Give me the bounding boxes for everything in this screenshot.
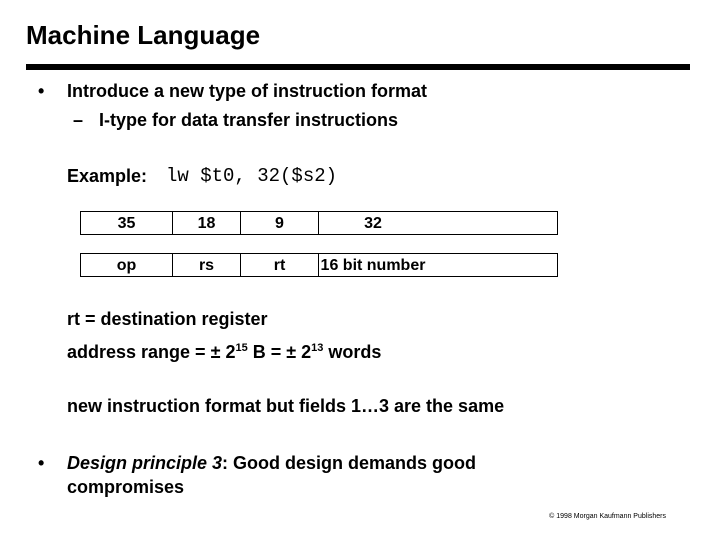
bullet-introduce: Introduce a new type of instruction format	[67, 81, 428, 101]
bullet-design-principle	[67, 452, 476, 474]
design-principle-continued: compromises	[67, 477, 185, 497]
design-principle-label: Design principle 3	[67, 453, 223, 473]
field-value-rs: 18	[197, 215, 216, 232]
example-label: Example:	[67, 166, 148, 186]
address-range	[67, 337, 381, 363]
field-name-imm: 16 bit number	[320, 257, 426, 274]
field-name-rt: rt	[273, 257, 286, 274]
fields-same-note: new instruction format but fields 1…3 are the same	[67, 396, 505, 416]
range-suffix: words	[323, 342, 382, 362]
field-name-op: op	[116, 257, 137, 274]
bullet-marker: •	[38, 453, 45, 473]
field-names-row	[80, 253, 558, 277]
design-principle-text: : Good design demands good	[222, 453, 477, 473]
field-value-imm: 32	[364, 215, 382, 232]
range-prefix: address range = ± 2	[67, 342, 236, 362]
field-value-op: 35	[117, 215, 136, 232]
range-mid: B = ± 2	[247, 342, 312, 362]
sub-bullet-itype: I-type for data transfer instructions	[99, 110, 399, 130]
range-exp-1: 15	[235, 342, 248, 354]
title-underline	[26, 64, 690, 70]
slide-title: Machine Language	[26, 20, 261, 50]
range-exp-2: 13	[311, 342, 324, 354]
sub-bullet-dash: –	[73, 110, 84, 130]
rt-definition: rt = destination register	[67, 309, 268, 329]
field-values-row	[80, 211, 558, 235]
field-name-rs: rs	[198, 257, 215, 274]
example-code: lw $t0, 32($s2)	[166, 165, 338, 187]
bullet-marker: •	[38, 81, 45, 101]
field-value-rt: 9	[275, 215, 284, 232]
copyright-footer: © 1998 Morgan Kaufmann Publishers	[549, 513, 666, 520]
